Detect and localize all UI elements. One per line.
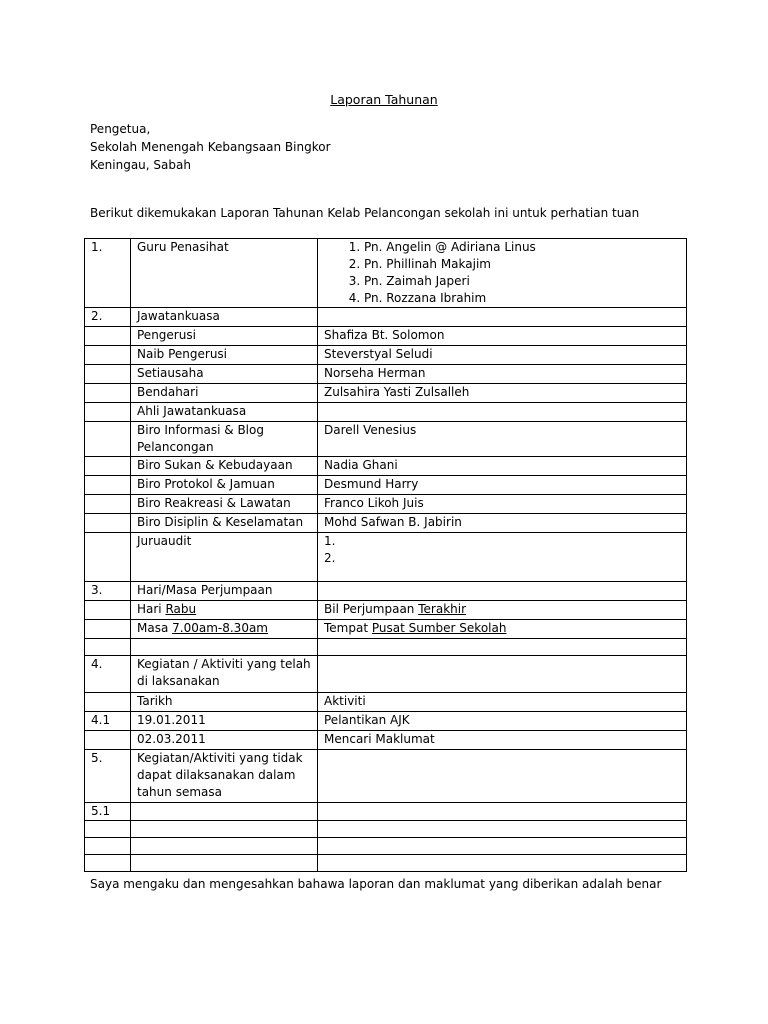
date-cell: 19.01.2011 bbox=[131, 712, 318, 731]
role-cell: Pengerusi bbox=[131, 327, 318, 346]
auditor-cell bbox=[318, 533, 687, 582]
empty-cell bbox=[318, 821, 687, 838]
role-cell: Biro Informasi & Blog Pelancongan bbox=[131, 422, 318, 457]
empty-cell bbox=[131, 855, 318, 872]
empty-cell bbox=[318, 582, 687, 601]
role-cell: Biro Sukan & Kebudayaan bbox=[131, 457, 318, 476]
address-line-1: Pengetua, bbox=[90, 122, 151, 136]
table-row bbox=[85, 476, 687, 495]
place-value: Pusat Sumber Sekolah bbox=[371, 621, 507, 635]
row-number: 4.1 bbox=[85, 712, 131, 731]
list-item: 2. Pn. Phillinah Makajim bbox=[364, 256, 680, 273]
day-prefix: Hari bbox=[137, 602, 162, 616]
empty-cell bbox=[85, 476, 131, 495]
table-row bbox=[85, 495, 687, 514]
empty-cell bbox=[85, 533, 131, 582]
address-line-3: Keningau, Sabah bbox=[90, 158, 191, 172]
empty-cell bbox=[85, 838, 131, 855]
auditor-number: 2. bbox=[324, 551, 336, 565]
name-cell: Franco Likoh Juis bbox=[318, 495, 687, 514]
empty-cell bbox=[85, 365, 131, 384]
section-label: Guru Penasihat bbox=[131, 239, 318, 308]
table-row bbox=[85, 712, 687, 731]
table-row bbox=[85, 693, 687, 712]
address-block bbox=[90, 121, 331, 175]
list-item: 4. Pn. Rozzana Ibrahim bbox=[364, 290, 680, 307]
empty-cell bbox=[318, 750, 687, 803]
empty-cell bbox=[318, 838, 687, 855]
role-cell: Bendahari bbox=[131, 384, 318, 403]
name-cell: Zulsahira Yasti Zulsalleh bbox=[318, 384, 687, 403]
empty-cell bbox=[131, 838, 318, 855]
empty-cell bbox=[85, 601, 131, 620]
section-number: 2. bbox=[85, 308, 131, 327]
table-row bbox=[85, 533, 687, 582]
count-prefix: Bil Perjumpaan bbox=[324, 602, 415, 616]
table-row bbox=[85, 656, 687, 693]
table-row bbox=[85, 838, 687, 855]
time-prefix: Masa bbox=[137, 621, 169, 635]
empty-cell bbox=[85, 422, 131, 457]
table-row bbox=[85, 803, 687, 821]
empty-cell bbox=[85, 514, 131, 533]
closing-statement: Saya mengaku dan mengesahkan bahawa laporan dan maklumat yang diberikan adalah benar bbox=[90, 877, 662, 891]
advisor-list bbox=[324, 239, 680, 307]
table-row bbox=[85, 327, 687, 346]
activity-cell: Pelantikan AJK bbox=[318, 712, 687, 731]
section-number: 5. bbox=[85, 750, 131, 803]
table-row bbox=[85, 403, 687, 422]
list-item: 3. Pn. Zaimah Japeri bbox=[364, 273, 680, 290]
table-row bbox=[85, 601, 687, 620]
table-row bbox=[85, 346, 687, 365]
empty-cell bbox=[85, 855, 131, 872]
role-cell: Biro Disiplin & Keselamatan bbox=[131, 514, 318, 533]
column-header-date: Tarikh bbox=[131, 693, 318, 712]
empty-cell bbox=[85, 821, 131, 838]
table-row bbox=[85, 457, 687, 476]
empty-cell bbox=[85, 693, 131, 712]
date-cell: 02.03.2011 bbox=[131, 731, 318, 750]
empty-cell bbox=[131, 821, 318, 838]
table-row bbox=[85, 384, 687, 403]
name-cell: Darell Venesius bbox=[318, 422, 687, 457]
name-cell bbox=[318, 403, 687, 422]
table-row bbox=[85, 855, 687, 872]
section-number: 1. bbox=[85, 239, 131, 308]
empty-cell bbox=[318, 639, 687, 656]
table-row bbox=[85, 731, 687, 750]
place-prefix: Tempat bbox=[324, 621, 369, 635]
role-cell: Ahli Jawatankuasa bbox=[131, 403, 318, 422]
section-label: Kegiatan/Aktiviti yang tidak dapat dilaksanakan dalam tahun semasa bbox=[131, 750, 318, 803]
meeting-day bbox=[131, 601, 318, 620]
time-value: 7.00am-8.30am bbox=[172, 621, 268, 635]
table-row bbox=[85, 365, 687, 384]
list-item: 1. Pn. Angelin @ Adiriana Linus bbox=[364, 239, 680, 256]
row-number: 5.1 bbox=[85, 803, 131, 821]
intro-text: Berikut dikemukakan Laporan Tahunan Kelab Pelancongan sekolah ini untuk perhatian tuan bbox=[90, 206, 640, 220]
name-cell: Nadia Ghani bbox=[318, 457, 687, 476]
section-label: Jawatankuasa bbox=[131, 308, 318, 327]
table-row bbox=[85, 422, 687, 457]
name-cell: Norseha Herman bbox=[318, 365, 687, 384]
empty-cell bbox=[318, 855, 687, 872]
meeting-place bbox=[318, 620, 687, 639]
empty-cell bbox=[85, 495, 131, 514]
table-row bbox=[85, 239, 687, 308]
role-cell: Biro Reakreasi & Lawatan bbox=[131, 495, 318, 514]
role-cell: Setiausaha bbox=[131, 365, 318, 384]
role-cell: Juruaudit bbox=[131, 533, 318, 582]
table-row bbox=[85, 582, 687, 601]
role-cell: Biro Protokol & Jamuan bbox=[131, 476, 318, 495]
table-row bbox=[85, 750, 687, 803]
address-line-2: Sekolah Menengah Kebangsaan Bingkor bbox=[90, 140, 331, 154]
empty-cell bbox=[85, 457, 131, 476]
meeting-count bbox=[318, 601, 687, 620]
empty-cell bbox=[131, 803, 318, 821]
section-label: Kegiatan / Aktiviti yang telah di laksanakan bbox=[131, 656, 318, 693]
advisor-cell bbox=[318, 239, 687, 308]
table-row bbox=[85, 821, 687, 838]
table-row bbox=[85, 308, 687, 327]
empty-cell bbox=[85, 384, 131, 403]
empty-cell bbox=[131, 639, 318, 656]
name-cell: Shafiza Bt. Solomon bbox=[318, 327, 687, 346]
count-value: Terakhir bbox=[418, 602, 467, 616]
empty-cell bbox=[85, 620, 131, 639]
empty-cell bbox=[85, 639, 131, 656]
name-cell: Steverstyal Seludi bbox=[318, 346, 687, 365]
meeting-time bbox=[131, 620, 318, 639]
section-label: Hari/Masa Perjumpaan bbox=[131, 582, 318, 601]
day-value: Rabu bbox=[165, 602, 197, 616]
auditor-number: 1. bbox=[324, 534, 336, 548]
column-header-activity: Aktiviti bbox=[318, 693, 687, 712]
empty-cell bbox=[85, 403, 131, 422]
empty-cell bbox=[85, 346, 131, 365]
section-number: 4. bbox=[85, 656, 131, 693]
empty-cell bbox=[318, 803, 687, 821]
empty-cell bbox=[318, 308, 687, 327]
empty-cell bbox=[318, 656, 687, 693]
report-title: Laporan Tahunan bbox=[330, 92, 438, 107]
row-number bbox=[85, 731, 131, 750]
table-row bbox=[85, 639, 687, 656]
activity-cell: Mencari Maklumat bbox=[318, 731, 687, 750]
role-cell: Naib Pengerusi bbox=[131, 346, 318, 365]
report-table bbox=[84, 238, 687, 872]
section-number: 3. bbox=[85, 582, 131, 601]
table-row bbox=[85, 620, 687, 639]
name-cell: Mohd Safwan B. Jabirin bbox=[318, 514, 687, 533]
name-cell: Desmund Harry bbox=[318, 476, 687, 495]
table-row bbox=[85, 514, 687, 533]
empty-cell bbox=[85, 327, 131, 346]
